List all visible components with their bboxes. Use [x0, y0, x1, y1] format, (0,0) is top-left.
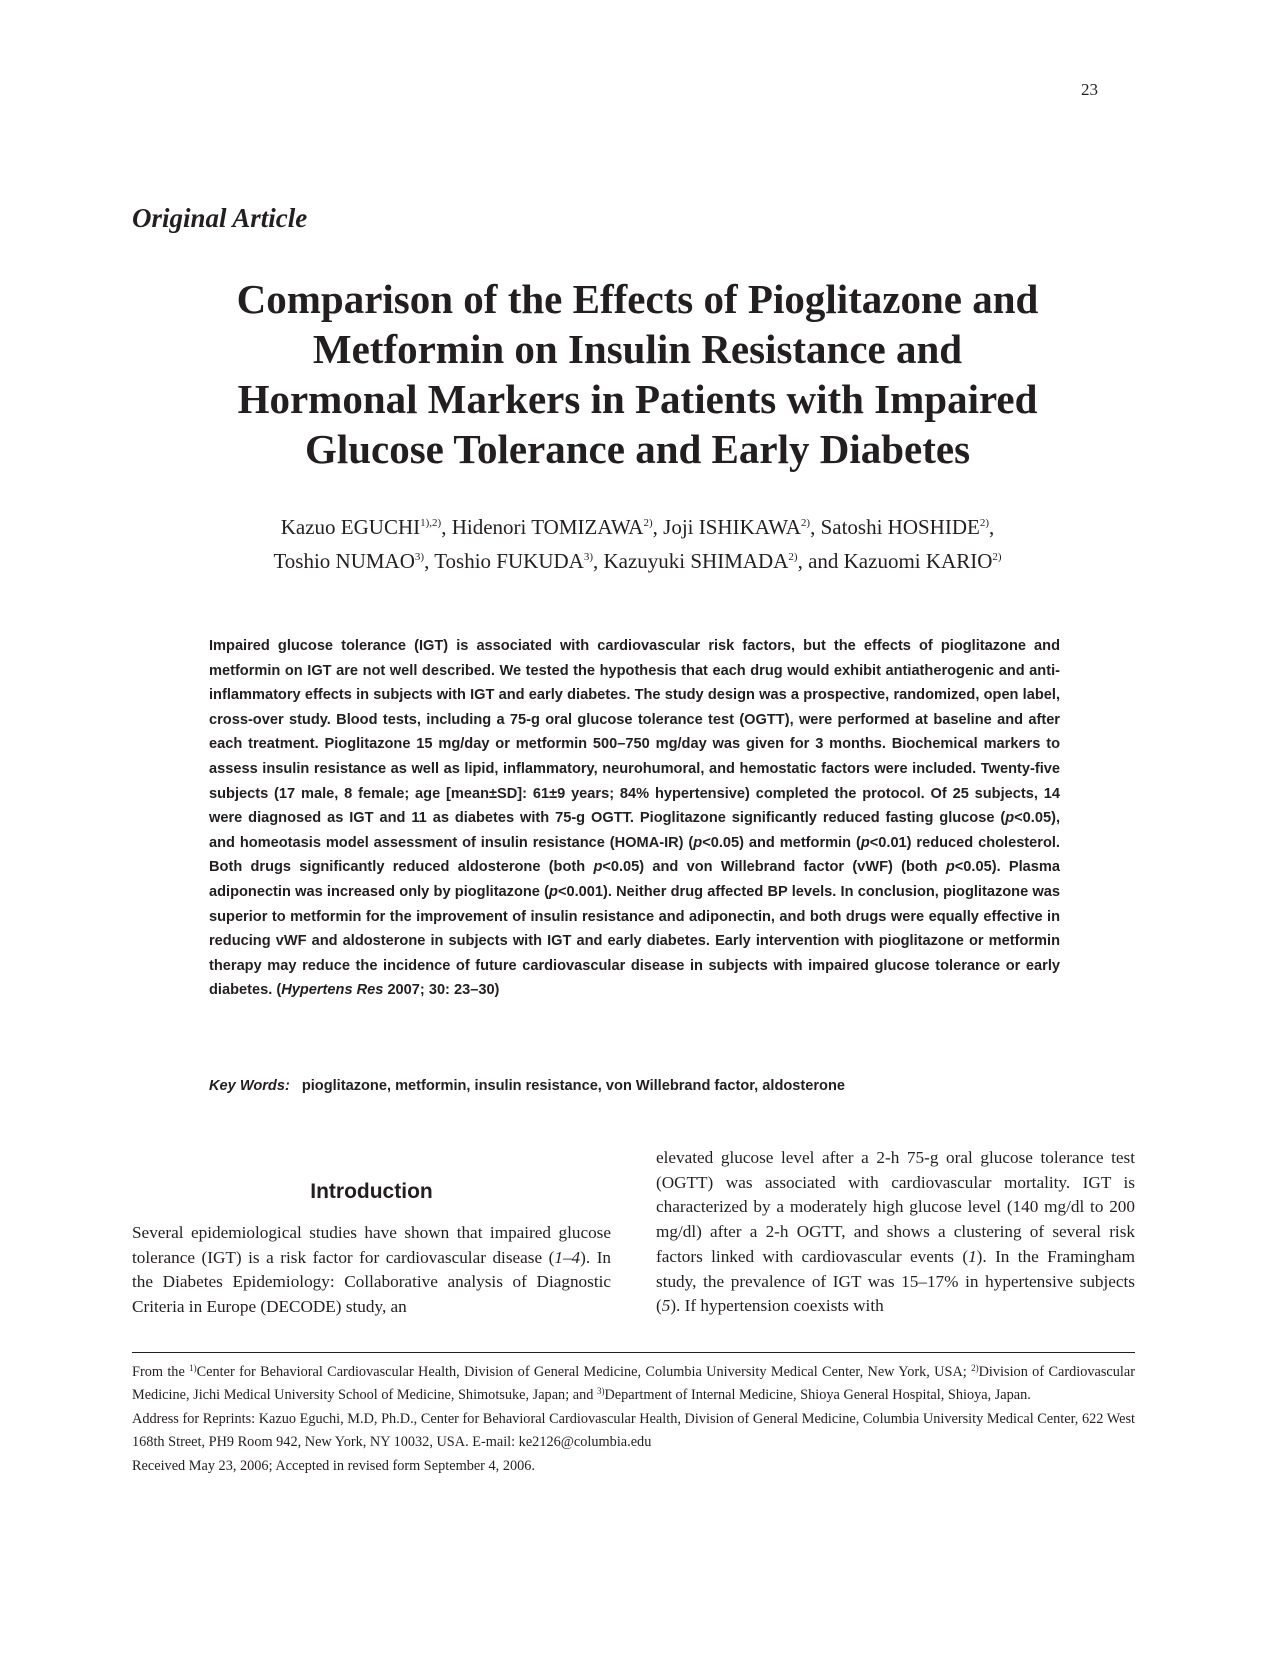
title-line: Hormonal Markers in Patients with Impaired [237, 376, 1038, 422]
abstract-text: Impaired glucose tolerance (IGT) is associated with cardiovascular risk factors, but the effects of pioglitazone and metformin on IGT are not well described. We tested the hypothesis that each drug would exhibit antiatherogenic and anti-inflammatory effects in subjects with IGT and early diabetes. The study design was a prospective, randomized, open label, cross-over study. Blood tests, including a 75-g oral glucose tolerance test (OGTT), were performed at baseline and after each treatment. Pioglitazone 15 mg/day or metformin 500–750 mg/day was given for 3 months. Biochemical markers to assess insulin resistance as well as lipid, inflammatory, neurohumoral, and hemostatic factors were included. Twenty-five subjects (17 male, 8 female; age [mean±SD]: 61±9 years; 84% hypertensive) completed the protocol. Of 25 subjects, 14 were diagnosed as IGT and 11 as diabetes with 75-g OGTT. Pioglitazone significantly reduced fasting glucose ( [209, 638, 1060, 827]
author-name: Hidenori TOMIZAWA [451, 515, 644, 539]
journal-citation: 2007; 30: 23–30) [383, 982, 500, 999]
article-type-label: Original Article [132, 203, 308, 233]
keywords-label: Key Words: [209, 1078, 290, 1094]
reference-citation: 5 [661, 1296, 671, 1316]
journal-name: Hypertens Res [281, 982, 384, 999]
footnote-divider [132, 1352, 1135, 1353]
author-affiliation-mark: 3) [414, 551, 425, 563]
author-name: Joji ISHIKAWA [663, 515, 801, 539]
author-name: Satoshi HOSHIDE [820, 515, 980, 539]
p-value-symbol: p [1005, 810, 1015, 827]
author-affiliation-mark: 2) [992, 551, 1002, 563]
author-affiliation-mark: 2) [979, 517, 989, 529]
section-heading-introduction: Introduction [310, 1180, 433, 1203]
title-line: Glucose Tolerance and Early Diabetes [304, 426, 971, 472]
body-text: ). In the Framingham study, the prevalence of IGT was 15–17% in hypertensive subjects ( [656, 1246, 1135, 1316]
author-name: Kazuomi KARIO [843, 549, 993, 573]
body-text: ). If hypertension coexists with [670, 1296, 884, 1316]
abstract-text: <0.05) and metformin ( [702, 834, 861, 851]
affiliations-note [132, 1361, 1135, 1408]
author-affiliation-mark: 2) [788, 551, 798, 563]
p-value-symbol: p [549, 883, 558, 900]
title-line: Metformin on Insulin Resistance and [312, 326, 963, 372]
page-number: 23 [1081, 80, 1098, 99]
author-name: Kazuo EGUCHI [280, 515, 421, 539]
author-separator: , [652, 515, 664, 539]
author-separator: , [810, 515, 821, 539]
abstract [209, 634, 1060, 1003]
abstract-text: <0.05) and von Willebrand factor (vWF) (both [602, 859, 946, 876]
author-affiliation-mark: 3) [583, 551, 593, 563]
author-affiliation-mark: 1),2) [420, 517, 442, 529]
p-value-symbol: p [860, 834, 870, 851]
author-affiliation-mark: 2) [643, 517, 653, 529]
affiliation-mark: 3) [596, 1386, 605, 1397]
author-affiliation-mark: 2) [800, 517, 811, 529]
footnotes [132, 1361, 1135, 1478]
footnote-text: From the [132, 1364, 190, 1380]
author-name: Toshio NUMAO [273, 549, 415, 573]
affiliation-mark: 1) [189, 1363, 197, 1373]
footnote-text: Department of Internal Medicine, Shioya General Hospital, Shioya, Japan. [604, 1387, 1031, 1404]
abstract-text: <0.001). Neither drug affected BP levels. In conclusion, pioglitazone was superior to metformin for the improvement of insulin resistance and adiponectin, and both drugs were equally effective in reducing vWF and aldosterone in subjects with IGT and early diabetes. Early intervention with pioglitazone or metformin therapy may reduce the incidence of future cardiovascular disease in subjects with impaired glucose tolerance or early diabetes. ( [209, 883, 1061, 999]
reprint-address: Address for Reprints: Kazuo Eguchi, M.D, Ph.D., Center for Behavioral Cardiovascular Health, Division of General Medicine, Columbia University Medical Center, 622 West 168th Street, PH9 Room 942, New York, NY 10032, USA. E-mail: ke2126@columbia.edu [132, 1410, 1135, 1451]
affiliation-mark: 2) [971, 1363, 979, 1373]
title-line: Comparison of the Effects of Pioglitazone and [236, 276, 1039, 322]
footnote-text: Center for Behavioral Cardiovascular Health, Division of General Medicine, Columbia University Medical Center, New York, USA; [196, 1364, 972, 1380]
author-separator: , and [797, 549, 844, 573]
body-text: ). In the Diabetes Epidemiology: Collaborative analysis of Diagnostic Criteria in Europe (DECODE) study, an [132, 1247, 612, 1317]
author-line-1 [160, 510, 1115, 544]
p-value-symbol: p [593, 859, 603, 876]
body-column-left [132, 1221, 611, 1320]
abstract-text: <0.05), and homeotasis model assessment of insulin resistance (HOMA-IR) ( [209, 810, 1060, 851]
author-name: Kazuyuki SHIMADA [603, 549, 789, 573]
body-text: elevated glucose level after a 2-h 75-g oral glucose tolerance test (OGTT) was associated with cardiovascular mortality. IGT is characterized by a moderately high glucose level (140 mg/dl to 200 mg/dl) after a 2-h OGTT, and shows a clustering of several risk factors linked with cardiovascular events ( [656, 1148, 1135, 1266]
p-value-symbol: p [693, 834, 703, 851]
author-list [160, 510, 1115, 578]
body-text: Several epidemiological studies have shown that impaired glucose tolerance (IGT) is a risk factor for cardiovascular disease ( [132, 1223, 611, 1267]
reference-citation: 1 [968, 1246, 977, 1266]
p-value-symbol: p [945, 859, 955, 876]
article-title [160, 274, 1115, 474]
reference-citation: 1–4 [554, 1247, 581, 1267]
keywords-text: pioglitazone, metformin, insulin resistance, von Willebrand factor, aldosterone [301, 1078, 846, 1094]
author-separator: , [592, 549, 604, 573]
footnote-text: Division of Cardiovascular Medicine, Jichi Medical University School of Medicine, Shimotsuke, Japan; and [132, 1364, 1135, 1404]
abstract-text: <0.01) reduced cholesterol. Both drugs significantly reduced aldosterone (both [209, 834, 1060, 876]
author-separator: , [441, 515, 452, 539]
abstract-text: <0.05). Plasma adiponectin was increased only by pioglitazone ( [209, 859, 1060, 900]
author-line-2 [160, 544, 1115, 578]
author-separator: , [424, 549, 435, 573]
body-column-right [656, 1146, 1135, 1319]
received-dates: Received May 23, 2006; Accepted in revised form September 4, 2006. [132, 1457, 535, 1474]
author-name: Toshio FUKUDA [434, 549, 584, 573]
author-separator: , [989, 515, 995, 539]
keywords [209, 1078, 845, 1094]
